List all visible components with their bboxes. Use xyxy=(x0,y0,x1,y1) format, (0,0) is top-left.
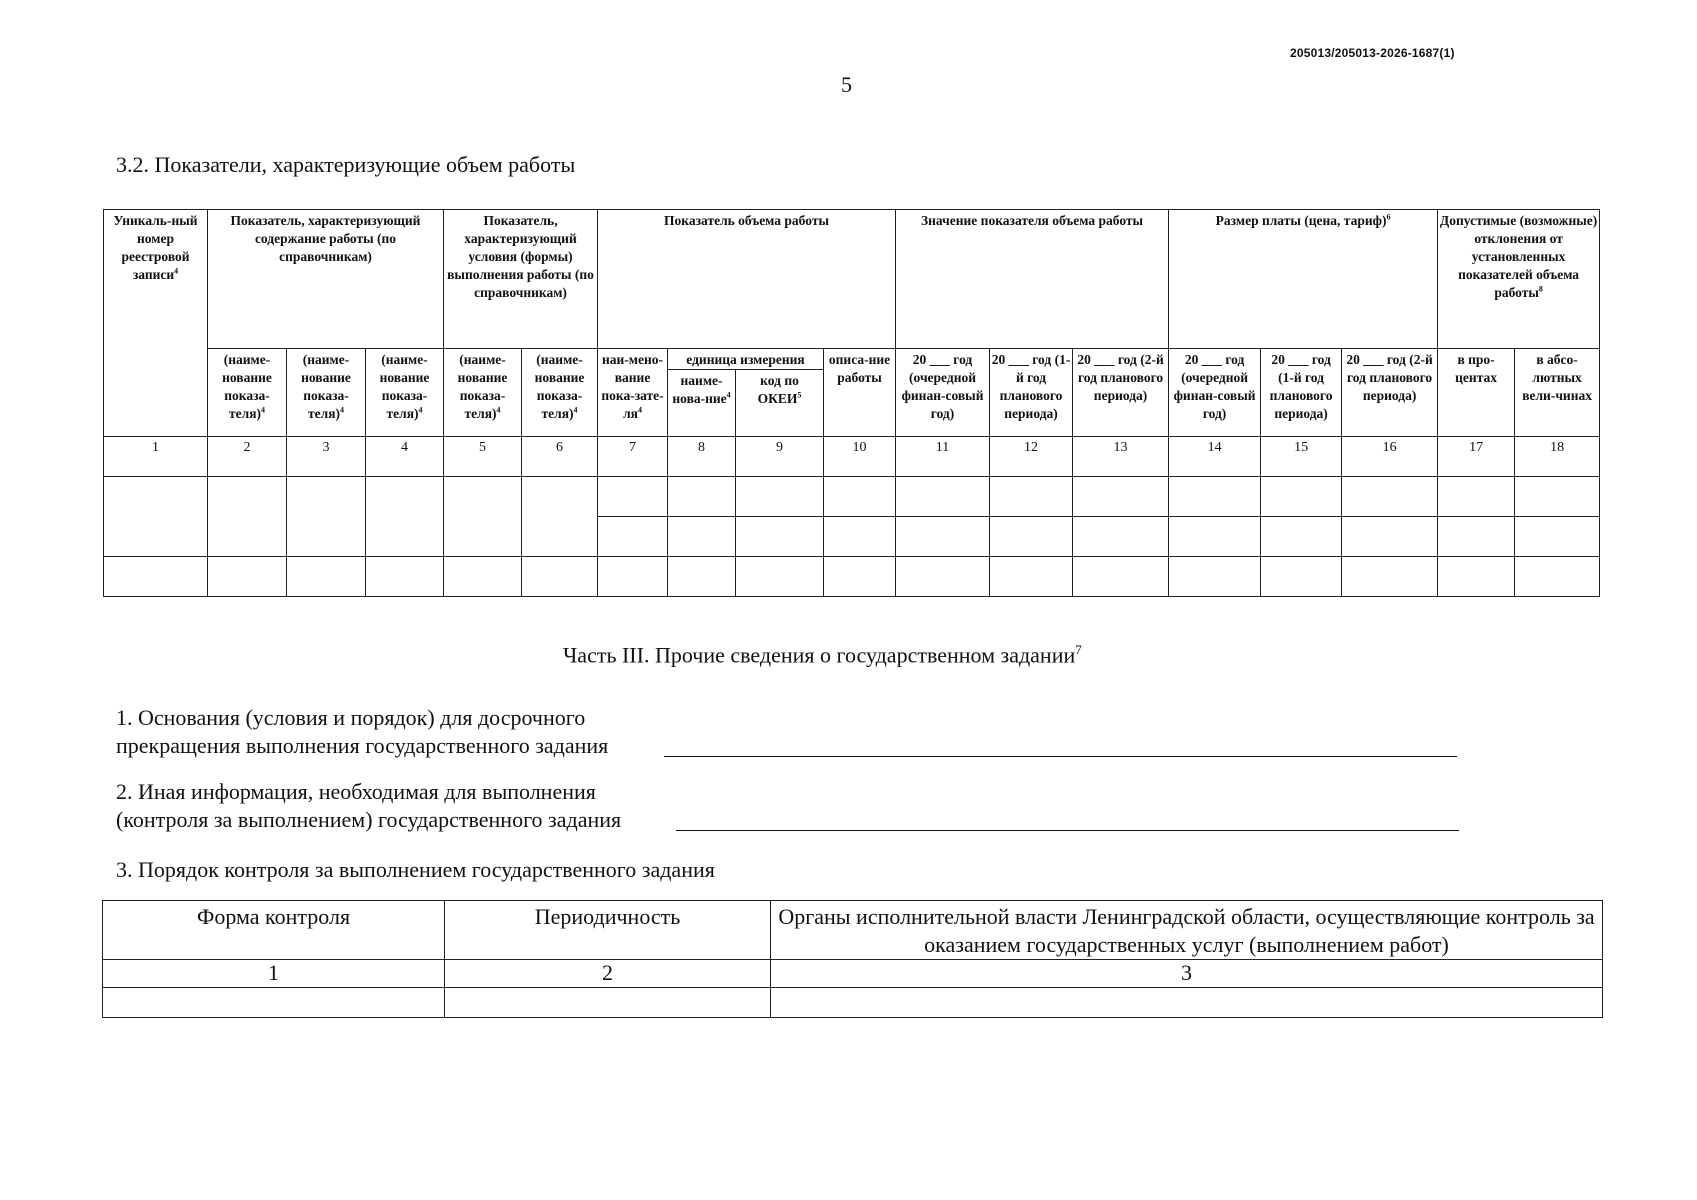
control-table-header-row xyxy=(103,901,1603,960)
header-unit-name: наиме-нова-ние$^4$ xyxy=(668,370,736,437)
column-number: 5 xyxy=(444,437,522,477)
empty-cell xyxy=(1438,477,1515,517)
empty-cell xyxy=(1342,557,1438,597)
header-content-indicator: Показатель, характеризующий содержание работы (по справочникам) xyxy=(208,210,444,349)
header-row-2 xyxy=(104,349,1600,370)
column-number: 1 xyxy=(104,437,208,477)
empty-cell xyxy=(1073,477,1169,517)
empty-cell xyxy=(896,517,990,557)
empty-cell xyxy=(1342,477,1438,517)
empty-cell xyxy=(771,988,1603,1018)
empty-cell xyxy=(1342,517,1438,557)
control-procedure-label: 3. Порядок контроля за выполнением государственного задания xyxy=(116,857,715,882)
header-value-plan-year-2: 20 ___ год (2-й год планового периода) xyxy=(1073,349,1169,437)
empty-cell xyxy=(824,517,896,557)
column-numbers-row xyxy=(104,437,1600,477)
empty-cell xyxy=(1515,517,1600,557)
section-title: 3.2. Показатели, характеризующие объем работы xyxy=(116,152,576,177)
empty-cell xyxy=(990,477,1073,517)
header-fee-current-year: 20 ___ год (очередной финан-совый год) xyxy=(1169,349,1261,437)
empty-cell xyxy=(736,517,824,557)
empty-data-row xyxy=(104,477,1600,517)
column-number: 3 xyxy=(287,437,366,477)
column-number: 8 xyxy=(668,437,736,477)
empty-cell xyxy=(522,477,598,557)
header-indicator-name: (наиме-нование показа-теля)$^4$ xyxy=(522,349,598,437)
header-volume-indicator-name: наи-мено-вание пока-$зате-ля^4$ xyxy=(598,349,668,437)
early-termination-label-line-2: прекращения выполнения государственного задания xyxy=(116,733,609,758)
empty-cell xyxy=(824,477,896,517)
other-info-label: 2. Иная информация, необходимая для выполнения xyxy=(116,779,596,804)
control-table-empty-row xyxy=(103,988,1603,1018)
header-indicator-name: (наиме-нование показа-теля)$^4$ xyxy=(444,349,522,437)
other-info-fill-line[interactable] xyxy=(676,830,1459,831)
empty-cell xyxy=(668,557,736,597)
empty-cell xyxy=(366,477,444,557)
column-number: 17 xyxy=(1438,437,1515,477)
document-id: 205013/205013-2026-1687(1) xyxy=(1290,46,1455,60)
control-procedure-table xyxy=(102,900,1603,1018)
empty-cell xyxy=(1169,557,1261,597)
empty-cell xyxy=(445,988,771,1018)
part-title: Часть III. Прочие сведения о государственном задании$^7$ xyxy=(563,642,1082,668)
empty-cell xyxy=(990,517,1073,557)
header-control-form: Форма контроля xyxy=(103,901,445,960)
column-number: 6 xyxy=(522,437,598,477)
empty-cell xyxy=(208,477,287,557)
column-number: 14 xyxy=(1169,437,1261,477)
header-registry-number: Уникаль-ный номер реестровой записи$^4$ xyxy=(104,210,208,437)
control-table-numbers-row xyxy=(103,960,1603,988)
empty-cell xyxy=(668,477,736,517)
empty-cell xyxy=(990,557,1073,597)
header-periodicity: Периодичность xyxy=(445,901,771,960)
empty-cell xyxy=(366,557,444,597)
header-executive-authorities: Органы исполнительной власти Ленинградской области, осуществляющие контроль за оказанием государственных услуг (выполнением работ) xyxy=(771,901,1603,960)
header-fee-plan-year-1: 20 ___ год (1-й год планового периода) xyxy=(1261,349,1342,437)
empty-cell xyxy=(104,557,208,597)
empty-cell xyxy=(522,557,598,597)
header-volume-indicator: Показатель объема работы xyxy=(598,210,896,349)
header-indicator-name: (наиме-нование показа-теля)$^4$ xyxy=(208,349,287,437)
empty-cell xyxy=(287,557,366,597)
column-number: 13 xyxy=(1073,437,1169,477)
header-fee-size: Размер платы (цена, тариф)$^6$ xyxy=(1169,210,1438,349)
header-allowed-deviations: Допустимые (возможные) отклонения от установленных показателей объема работы$^8$ xyxy=(1438,210,1600,349)
empty-cell xyxy=(444,477,522,557)
empty-cell xyxy=(1073,557,1169,597)
empty-cell xyxy=(1169,477,1261,517)
empty-cell xyxy=(208,557,287,597)
empty-cell xyxy=(1261,477,1342,517)
header-fee-plan-year-2: 20 ___ год (2-й год планового периода) xyxy=(1342,349,1438,437)
other-info-label-line-2: (контроля за выполнением) государственного задания xyxy=(116,807,622,832)
column-number: 2 xyxy=(208,437,287,477)
header-indicator-value: Значение показателя объема работы xyxy=(896,210,1169,349)
header-row-1 xyxy=(104,210,1600,349)
empty-cell xyxy=(598,477,668,517)
empty-cell xyxy=(736,557,824,597)
column-number: 11 xyxy=(896,437,990,477)
empty-cell xyxy=(1515,557,1600,597)
empty-cell xyxy=(287,477,366,557)
early-termination-label: 1. Основания (условия и порядок) для досрочного xyxy=(116,705,586,730)
column-number: 2 xyxy=(445,960,771,988)
column-number: 10 xyxy=(824,437,896,477)
header-unit-of-measure: единица измерения xyxy=(668,349,824,370)
column-number: 18 xyxy=(1515,437,1600,477)
header-deviation-percent: в про-центах xyxy=(1438,349,1515,437)
empty-cell xyxy=(668,517,736,557)
empty-cell xyxy=(1438,557,1515,597)
header-conditions-indicator: Показатель, характеризующий условия (формы) выполнения работы (по справочникам) xyxy=(444,210,598,349)
empty-cell xyxy=(444,557,522,597)
page-number: 5 xyxy=(841,72,852,97)
column-number: 1 xyxy=(103,960,445,988)
empty-data-row xyxy=(104,557,1600,597)
work-volume-table xyxy=(103,209,1600,597)
empty-cell xyxy=(1261,517,1342,557)
empty-cell xyxy=(896,557,990,597)
column-number: 4 xyxy=(366,437,444,477)
empty-cell xyxy=(1261,557,1342,597)
header-unit-okei-code: код по ОКЕИ$^5$ xyxy=(736,370,824,437)
column-number: 3 xyxy=(771,960,1603,988)
header-value-current-year: 20 ___ год (очередной финан-совый год) xyxy=(896,349,990,437)
empty-cell xyxy=(736,477,824,517)
empty-cell xyxy=(598,517,668,557)
empty-cell xyxy=(1169,517,1261,557)
column-number: 16 xyxy=(1342,437,1438,477)
header-work-description: описа-ние работы xyxy=(824,349,896,437)
empty-cell xyxy=(1515,477,1600,517)
column-number: 7 xyxy=(598,437,668,477)
empty-cell xyxy=(104,477,208,557)
empty-cell xyxy=(598,557,668,597)
header-value-plan-year-1: 20 ___ год (1-й год планового периода) xyxy=(990,349,1073,437)
header-indicator-name: (наиме-нование показа-теля)$^4$ xyxy=(366,349,444,437)
empty-cell xyxy=(1438,517,1515,557)
column-number: 12 xyxy=(990,437,1073,477)
column-number: 9 xyxy=(736,437,824,477)
empty-cell xyxy=(1073,517,1169,557)
empty-cell xyxy=(103,988,445,1018)
header-indicator-name: (наиме-нование показа-теля)$^4$ xyxy=(287,349,366,437)
column-number: 15 xyxy=(1261,437,1342,477)
empty-cell xyxy=(896,477,990,517)
empty-cell xyxy=(824,557,896,597)
early-termination-fill-line[interactable] xyxy=(664,756,1457,757)
header-deviation-absolute: в абсо-лютных вели-чинах xyxy=(1515,349,1600,437)
